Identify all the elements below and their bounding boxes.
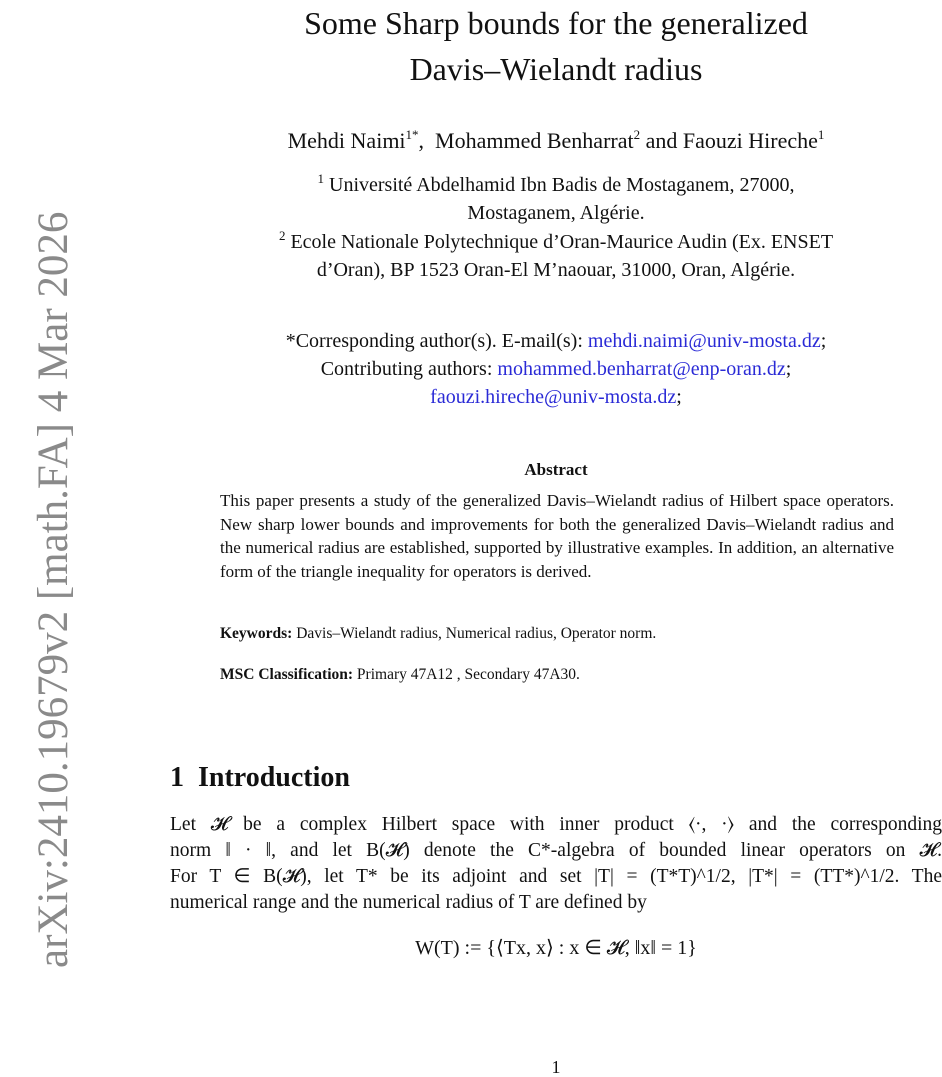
intro-line-4: numerical range and the numerical radius of T are defined by bbox=[170, 892, 647, 913]
author-2-affil: 2 bbox=[633, 127, 641, 142]
separator: ; bbox=[676, 386, 682, 408]
contributing-prefix: Contributing authors: bbox=[320, 358, 498, 380]
affiliation-1-line-2: Mostaganem, Algérie. bbox=[467, 202, 645, 224]
section-number: 1 bbox=[170, 762, 184, 793]
intro-paragraph bbox=[170, 812, 942, 916]
intro-line-2: norm ‖ · ‖, and let B(𝓗) denote the C*-algebra of bounded linear operators on 𝓗. bbox=[170, 840, 942, 861]
section-heading bbox=[170, 760, 350, 796]
arxiv-identifier-stamp: arXiv:2410.19679v2 [math.FA] 4 Mar 2026 bbox=[30, 211, 77, 968]
contributing-email-link-1[interactable]: mohammed.benharrat@enp-oran.dz bbox=[497, 358, 786, 380]
keywords bbox=[220, 624, 894, 644]
section-title: Introduction bbox=[198, 762, 350, 793]
contact-info bbox=[170, 327, 942, 411]
separator: ; bbox=[820, 330, 827, 352]
author-list: Mehdi Naimi$^{1*}$, Mohammed Benharrat$^2$ and Faouzi Hireche$^1$ bbox=[287, 127, 825, 153]
affiliation-1 bbox=[170, 165, 942, 227]
affiliation-1-marker: 1 bbox=[317, 171, 324, 186]
affiliation-2-line-1: Ecole Nationale Polytechnique d’Oran-Maurice Audin (Ex. ENSET bbox=[290, 231, 834, 253]
abstract-heading: Abstract bbox=[524, 460, 588, 479]
numerical-range-formula: W(T) := {⟨Tx, x⟩ : x ∈ 𝓗, ‖x‖ = 1} bbox=[415, 937, 697, 959]
title-line-1: Some Sharp bounds for the generalized bbox=[304, 5, 808, 41]
corresponding-prefix: *Corresponding author(s). E-mail(s): bbox=[285, 330, 588, 352]
keywords-label: Keywords: bbox=[220, 625, 293, 642]
title-line-2: Davis–Wielandt radius bbox=[409, 51, 703, 87]
paper-title bbox=[170, 0, 942, 92]
keywords-text: Davis–Wielandt radius, Numerical radius, Operator norm. bbox=[296, 625, 657, 642]
author-3-affil: 1 bbox=[817, 127, 825, 142]
msc-label: MSC Classification: bbox=[220, 666, 354, 683]
affiliation-1-line-1: Université Abdelhamid Ibn Badis de Mostaganem, 27000, bbox=[329, 174, 795, 196]
intro-line-1: Let 𝓗 be a complex Hilbert space with inner product ⟨·, ·⟩ and the corresponding bbox=[170, 814, 942, 835]
corresponding-email-link[interactable]: mehdi.naimi@univ-mosta.dz bbox=[587, 330, 821, 352]
abstract-body: This paper presents a study of the generalized Davis–Wielandt radius of Hilbert space operators. New sharp lower bounds and improvements for both the generalized Davis–Wielandt radius and the numerical radius are established, supported by illustrative examples. In addition, an alternative form of the triangle inequality for operators is derived. bbox=[220, 491, 894, 581]
separator: ; bbox=[785, 358, 792, 380]
affiliation-2-line-2: d’Oran), BP 1523 Oran-El M’naouar, 31000, Oran, Algérie. bbox=[316, 259, 796, 281]
msc-classification bbox=[220, 665, 894, 685]
msc-text: Primary 47A12 , Secondary 47A30. bbox=[356, 666, 580, 683]
author-and: and bbox=[645, 128, 678, 153]
author-3: Faouzi Hireche bbox=[682, 128, 818, 153]
affiliation-2 bbox=[170, 222, 942, 284]
intro-line-3: For T ∈ B(𝓗), let T* be its adjoint and set |T| = (T*T)^1/2, |T*| = (TT*)^1/2. The bbox=[170, 866, 942, 887]
contributing-email-link-2[interactable]: faouzi.hireche@univ-mosta.dz bbox=[430, 386, 677, 408]
affiliation-2-marker: 2 bbox=[278, 228, 286, 243]
author-1: Mehdi Naimi bbox=[287, 128, 406, 153]
author-2: Mohammed Benharrat bbox=[435, 128, 634, 153]
page-number: 1 bbox=[551, 1057, 561, 1077]
author-1-affil: 1* bbox=[405, 127, 419, 142]
